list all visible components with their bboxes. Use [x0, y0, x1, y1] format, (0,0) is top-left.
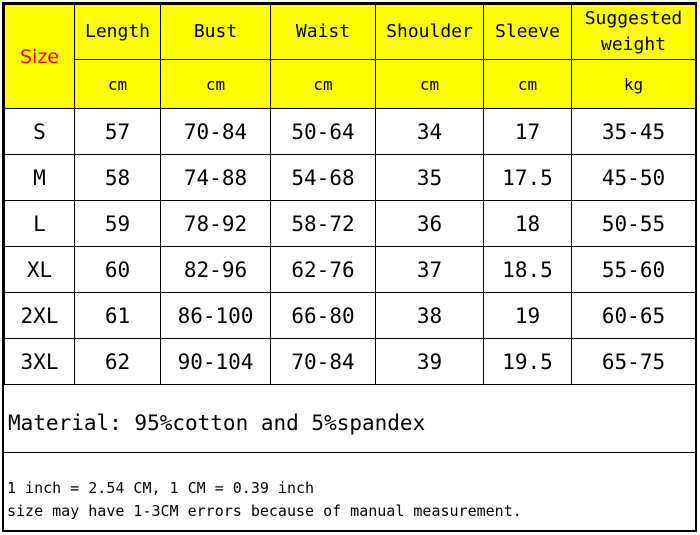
- length-header: Length: [75, 5, 161, 60]
- size-cell: S: [5, 109, 75, 155]
- sleeve-cell: 18.5: [484, 247, 572, 293]
- bust-cell: 74-88: [161, 155, 271, 201]
- table-row: [5, 109, 696, 155]
- length-unit: cm: [75, 60, 161, 109]
- table-row: [5, 293, 696, 339]
- shoulder-cell: 38: [376, 293, 484, 339]
- waist-cell: 70-84: [271, 339, 376, 385]
- shoulder-cell: 39: [376, 339, 484, 385]
- table-row: [5, 247, 696, 293]
- header-row: [5, 5, 696, 60]
- bust-header: Bust: [161, 5, 271, 60]
- weight-cell: 65-75: [572, 339, 696, 385]
- length-cell: 62: [75, 339, 161, 385]
- size-cell: XL: [5, 247, 75, 293]
- sleeve-cell: 19: [484, 293, 572, 339]
- suggested-weight-header: [572, 5, 696, 60]
- bust-cell: 90-104: [161, 339, 271, 385]
- size-chart: [2, 2, 697, 532]
- sleeve-header: Sleeve: [484, 5, 572, 60]
- length-cell: 61: [75, 293, 161, 339]
- table-row: [5, 339, 696, 385]
- weight-unit: kg: [572, 60, 696, 109]
- weight-cell: 45-50: [572, 155, 696, 201]
- weight-cell: 50-55: [572, 201, 696, 247]
- waist-header: Waist: [271, 5, 376, 60]
- conversion-note: 1 inch = 2.54 CM, 1 CM = 0.39 inch: [7, 479, 315, 497]
- sleeve-cell: 17: [484, 109, 572, 155]
- weight-cell: 55-60: [572, 247, 696, 293]
- shoulder-unit: cm: [376, 60, 484, 109]
- table-row: [5, 155, 696, 201]
- shoulder-cell: 35: [376, 155, 484, 201]
- error-note: size may have 1-3CM errors because of manual measurement.: [7, 502, 522, 520]
- shoulder-cell: 34: [376, 109, 484, 155]
- measurement-notes: [4, 453, 695, 530]
- shoulder-cell: 36: [376, 201, 484, 247]
- shoulder-cell: 37: [376, 247, 484, 293]
- table-row: [5, 201, 696, 247]
- bust-cell: 86-100: [161, 293, 271, 339]
- sleeve-cell: 18: [484, 201, 572, 247]
- sleeve-cell: 17.5: [484, 155, 572, 201]
- suggested-weight-header-line1: Suggested: [584, 8, 683, 29]
- size-cell: M: [5, 155, 75, 201]
- bust-cell: 70-84: [161, 109, 271, 155]
- bust-cell: 82-96: [161, 247, 271, 293]
- size-column-header: Size: [5, 5, 75, 109]
- size-cell: 3XL: [5, 339, 75, 385]
- sleeve-cell: 19.5: [484, 339, 572, 385]
- size-cell: 2XL: [5, 293, 75, 339]
- waist-cell: 66-80: [271, 293, 376, 339]
- length-cell: 57: [75, 109, 161, 155]
- sleeve-unit: cm: [484, 60, 572, 109]
- size-cell: L: [5, 201, 75, 247]
- weight-cell: 60-65: [572, 293, 696, 339]
- length-cell: 59: [75, 201, 161, 247]
- waist-unit: cm: [271, 60, 376, 109]
- waist-cell: 62-76: [271, 247, 376, 293]
- waist-cell: 58-72: [271, 201, 376, 247]
- suggested-weight-header-line2: weight: [600, 34, 667, 55]
- bust-unit: cm: [161, 60, 271, 109]
- bust-cell: 78-92: [161, 201, 271, 247]
- material-note: Material: 95%cotton and 5%spandex: [4, 393, 695, 453]
- length-cell: 60: [75, 247, 161, 293]
- waist-cell: 54-68: [271, 155, 376, 201]
- weight-cell: 35-45: [572, 109, 696, 155]
- unit-row: [5, 60, 696, 109]
- waist-cell: 50-64: [271, 109, 376, 155]
- shoulder-header: Shoulder: [376, 5, 484, 60]
- size-table: [4, 4, 696, 385]
- length-cell: 58: [75, 155, 161, 201]
